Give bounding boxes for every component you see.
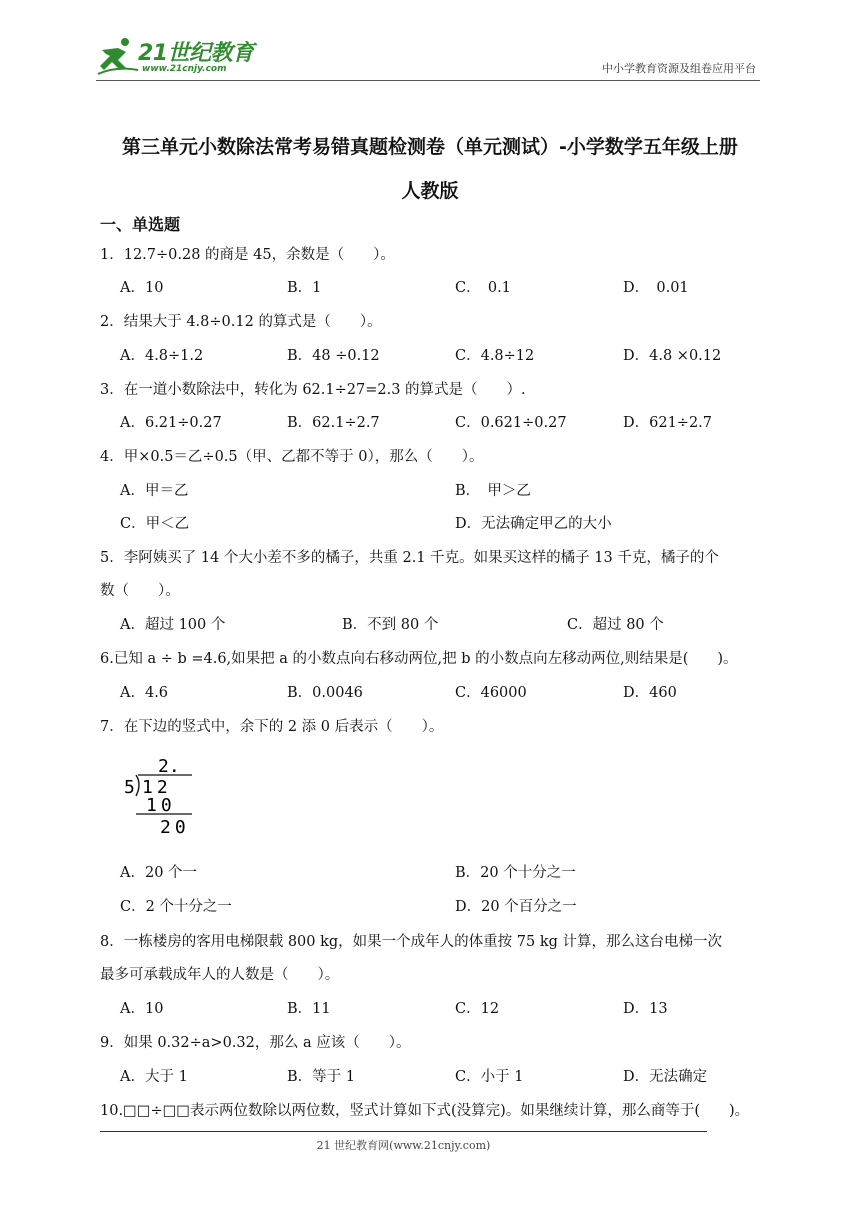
option-8d: D．13 — [623, 1001, 668, 1017]
option-4b: B． 甲＞乙 — [455, 483, 531, 499]
option-6a: A．4.6 — [120, 685, 169, 701]
division-dividend: 12 — [142, 777, 172, 798]
question-9: 9．如果 0.32÷a>0.32，那么 a 应该（ ）。 — [100, 1035, 411, 1051]
option-5b: B．不到 80 个 — [342, 617, 439, 633]
question-7: 7．在下边的竖式中，余下的 2 添 0 后表示（ ）。 — [100, 719, 444, 735]
option-7c: C．2 个十分之一 — [120, 899, 232, 915]
option-1d: D． 0.01 — [623, 280, 689, 296]
option-2c: C．4.8÷12 — [455, 348, 535, 364]
page-title: 第三单元小数除法常考易错真题检测卷（单元测试）-小学数学五年级上册 — [122, 136, 738, 158]
option-3d: D．621÷2.7 — [623, 415, 713, 431]
option-6b: B．0.0046 — [287, 685, 363, 701]
option-2b: B．48 ÷0.12 — [287, 348, 380, 364]
question-5-cont: 数（ ）。 — [100, 583, 180, 599]
option-6d: D．460 — [623, 685, 677, 701]
option-9c: C．小于 1 — [455, 1069, 524, 1085]
footer-divider — [100, 1131, 707, 1132]
division-remainder: 20 — [160, 817, 190, 836]
option-6c: C．46000 — [455, 685, 527, 701]
option-1b: B．1 — [287, 280, 322, 296]
option-5c: C．超过 80 个 — [567, 617, 664, 633]
question-6: 6.已知 a ÷ b =4.6,如果把 a 的小数点向右移动两位,把 b 的小数点向左移动两位,则结果是( )。 — [100, 651, 738, 667]
question-8: 8．一栋楼房的客用电梯限载 800 kg，如果一个成年人的体重按 75 kg 计算，那么这台电梯一次 — [100, 934, 723, 950]
division-divisor: 5 — [124, 777, 135, 798]
option-7d: D．20 个百分之一 — [455, 899, 577, 915]
option-9d: D．无法确定 — [623, 1069, 708, 1085]
option-3b: B．62.1÷2.7 — [287, 415, 380, 431]
option-1a: A．10 — [120, 280, 164, 296]
question-10: 10.□□÷□□表示两位数除以两位数，竖式计算如下式(没算完)。如果继续计算，那么商等于( )。 — [100, 1103, 750, 1119]
option-8c: C．12 — [455, 1001, 500, 1017]
option-2a: A．4.8÷1.2 — [120, 348, 204, 364]
page-header — [96, 30, 760, 81]
platform-label: 中小学教育资源及组卷应用平台 — [602, 62, 756, 75]
option-8a: A．10 — [120, 1001, 164, 1017]
page-subtitle: 人教版 — [401, 180, 459, 202]
option-3a: A．6.21÷0.27 — [120, 415, 222, 431]
question-5: 5．李阿姨买了 14 个大小差不多的橘子，共重 2.1 千克。如果买这样的橘子 13 千克，橘子的个 — [100, 550, 719, 566]
option-5a: A．超过 100 个 — [120, 617, 226, 633]
site-logo — [96, 36, 266, 76]
option-1c: C． 0.1 — [455, 280, 511, 296]
option-4c: C．甲＜乙 — [120, 516, 190, 532]
option-3c: C．0.621÷0.27 — [455, 415, 567, 431]
option-7b: B．20 个十分之一 — [455, 865, 576, 881]
question-1: 1．12.7÷0.28 的商是 45，余数是（ ）。 — [100, 247, 395, 263]
question-4: 4．甲×0.5＝乙÷0.5（甲、乙都不等于 0），那么（ ）。 — [100, 449, 484, 465]
logo-url: www.21cnjy.com — [142, 64, 227, 74]
runner-icon — [96, 36, 140, 76]
option-9a: A．大于 1 — [120, 1069, 188, 1085]
page-footer: 21 世纪教育网(www.21cnjy.com) — [316, 1139, 491, 1152]
option-4a: A．甲＝乙 — [120, 483, 189, 499]
option-2d: D．4.8 ×0.12 — [623, 348, 722, 364]
logo-text: 21世纪教育 — [138, 41, 254, 66]
question-3: 3．在一道小数除法中，转化为 62.1÷27=2.3 的算式是（ ）. — [100, 382, 526, 398]
division-quotient: 2. — [158, 756, 180, 777]
option-9b: B．等于 1 — [287, 1069, 355, 1085]
option-7a: A．20 个一 — [120, 865, 198, 881]
long-division-figure — [114, 756, 204, 836]
division-product: 10 — [146, 795, 176, 816]
question-8-cont: 最多可承载成年人的人数是（ ）。 — [100, 967, 340, 983]
section-heading: 一、单选题 — [100, 215, 181, 234]
question-2: 2．结果大于 4.8÷0.12 的算式是（ ）。 — [100, 314, 382, 330]
option-8b: B．11 — [287, 1001, 331, 1017]
option-4d: D．无法确定甲乙的大小 — [455, 516, 612, 532]
